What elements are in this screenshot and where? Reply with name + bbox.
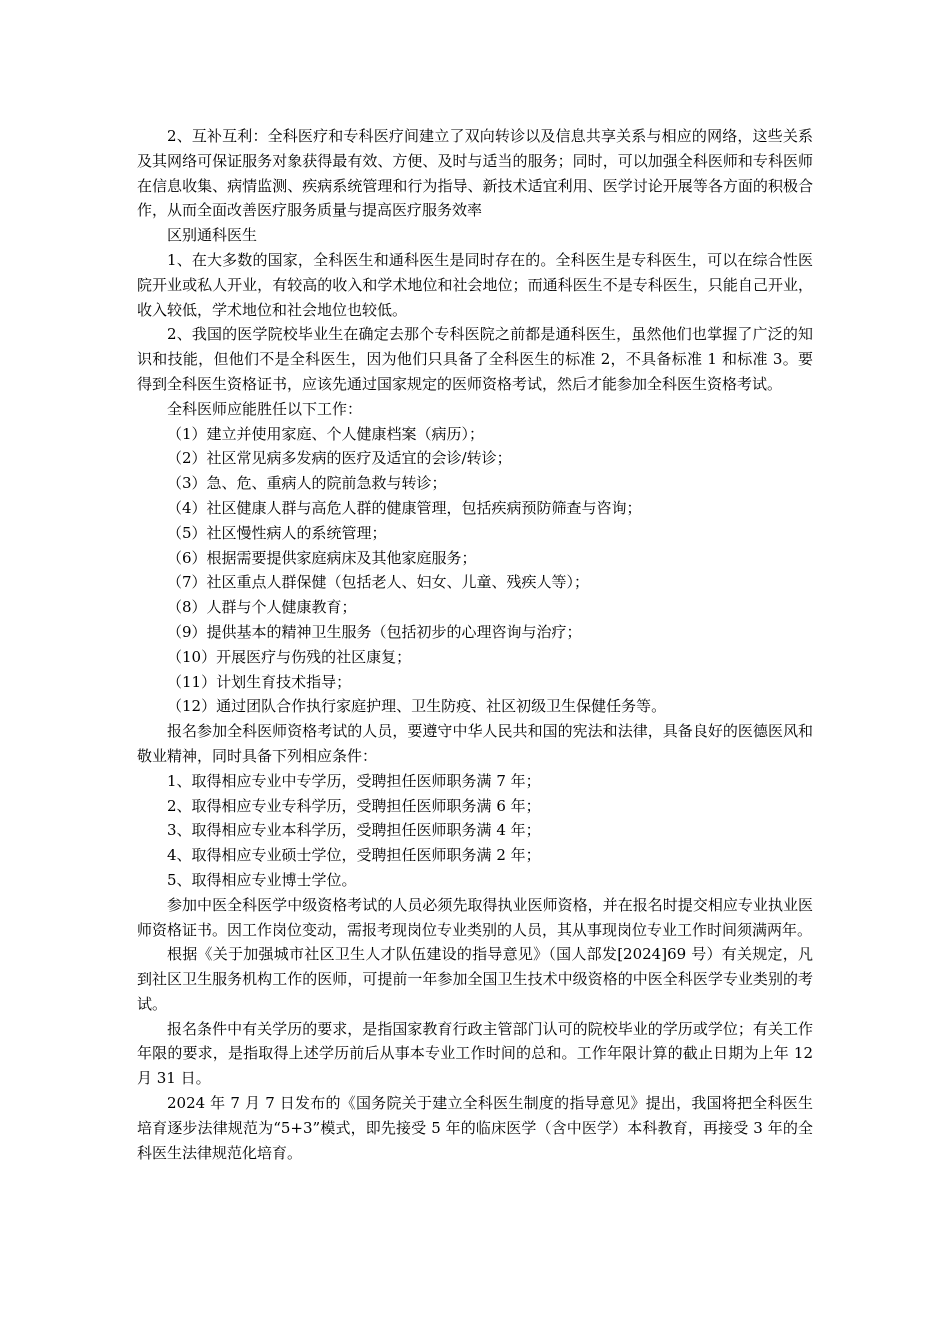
duty-item: （8）人群与个人健康教育； [167, 598, 357, 617]
paragraph-5plus3-model: 2024 年 7 月 7 日发布的《国务院关于建立全科医生制度的指导意见》提出，我国将把全科医生培育逐步法律规范为“5+3”模式，即先接受 5 年的临床医学（含中医学）本科教育，再接受 3 年的全科医生法律规范化培育。 [137, 1094, 813, 1162]
paragraph-exam-intro: 报名参加全科医师资格考试的人员，要遵守中华人民共和国的宪法和法律，具备良好的医德医风和敬业精神，同时具备下列相应条件： [137, 722, 813, 765]
duty-item: （5）社区慢性病人的系统管理； [167, 523, 387, 542]
paragraph-requirements: 报名条件中有关学历的要求，是指国家教育行政主管部门认可的院校毕业的学历或学位；有关工作年限的要求，是指取得上述学历前后从事本专业工作时间的总和。工作年限计算的截止日期为上年 12 月 31 日。 [137, 1019, 813, 1088]
heading-difference-general-practitioner: 区别通科医生 [167, 226, 258, 245]
duty-item: （12）通过团队合作执行家庭护理、卫生防疫、社区初级卫生保健任务等。 [167, 697, 667, 716]
condition-item: 2、取得相应专业专科学历，受聘担任医师职务满 6 年； [167, 796, 541, 815]
duty-item: （10）开展医疗与伤残的社区康复； [167, 647, 412, 666]
paragraph-tcm-exam: 参加中医全科医学中级资格考试的人员必须先取得执业医师资格，并在报名时提交相应专业执业医师资格证书。因工作岗位变动，需报考现岗位专业类别的人员，其从事现岗位专业工作时间须满两年。 [137, 895, 813, 939]
paragraph-mutual-benefit: 2、互补互利：全科医疗和专科医疗间建立了双向转诊以及信息共享关系与相应的网络，这些关系及其网络可保证服务对象获得最有效、方便、及时与适当的服务；同时，可以加强全科医师和专科医师在信息收集、病情监测、疾病系统管理和行为指导、新技术适宜利用、医学讨论开展等各方面的积极合作，从而全面改善医疗服务质量与提高医疗服务效率 [137, 127, 813, 220]
condition-item: 5、取得相应专业博士学位。 [167, 870, 357, 889]
duty-item: （7）社区重点人群保健（包括老人、妇女、儿童、残疾人等）； [167, 573, 590, 592]
duty-item: （1）建立并使用家庭、个人健康档案（病历）； [167, 424, 485, 443]
condition-item: 1、取得相应专业中专学历，受聘担任医师职务满 7 年； [167, 771, 541, 790]
duty-item: （2）社区常见病多发病的医疗及适宜的会诊/转诊； [167, 449, 512, 468]
paragraph-policy: 根据《关于加强城市社区卫生人才队伍建设的指导意见》（国人部发[2024]69 号）有关规定，凡到社区卫生服务机构工作的医师，可提前一年参加全国卫生技术中级资格的中医全科医学专业类别的考试。 [137, 945, 813, 1013]
document-page [137, 124, 813, 1165]
condition-item: 4、取得相应专业硕士学位，受聘担任医师职务满 2 年； [167, 846, 541, 865]
duty-item: （3）急、危、重病人的院前急救与转诊； [167, 474, 447, 493]
paragraph-difference-2: 2、我国的医学院校毕业生在确定去那个专科医院之前都是通科医生，虽然他们也掌握了广泛的知识和技能，但他们不是全科医生，因为他们只具备了全科医生的标准 2，不具备标准 1 和标准 3。要得到全科医生资格证书，应该先通过国家规定的医师资格考试，然后才能参加全科医生资格考试。 [137, 325, 813, 393]
duty-item: （11）计划生育技术指导； [167, 672, 352, 691]
duty-item: （9）提供基本的精神卫生服务（包括初步的心理咨询与治疗； [167, 622, 582, 641]
condition-item: 3、取得相应专业本科学历，受聘担任医师职务满 4 年； [167, 821, 541, 840]
paragraph-difference-1: 1、在大多数的国家，全科医生和通科医生是同时存在的。全科医生是专科医生，可以在综合性医院开业或私人开业，有较高的收入和学术地位和社会地位；而通科医生不是专科医生，只能自己开业，收入较低，学术地位和社会地位也较低。 [137, 250, 813, 319]
duty-item: （6）根据需要提供家庭病床及其他家庭服务； [167, 548, 477, 567]
duty-item: （4）社区健康人群与高危人群的健康管理，包括疾病预防筛查与咨询； [167, 498, 642, 517]
paragraph-duties-intro: 全科医师应能胜任以下工作： [167, 399, 363, 418]
